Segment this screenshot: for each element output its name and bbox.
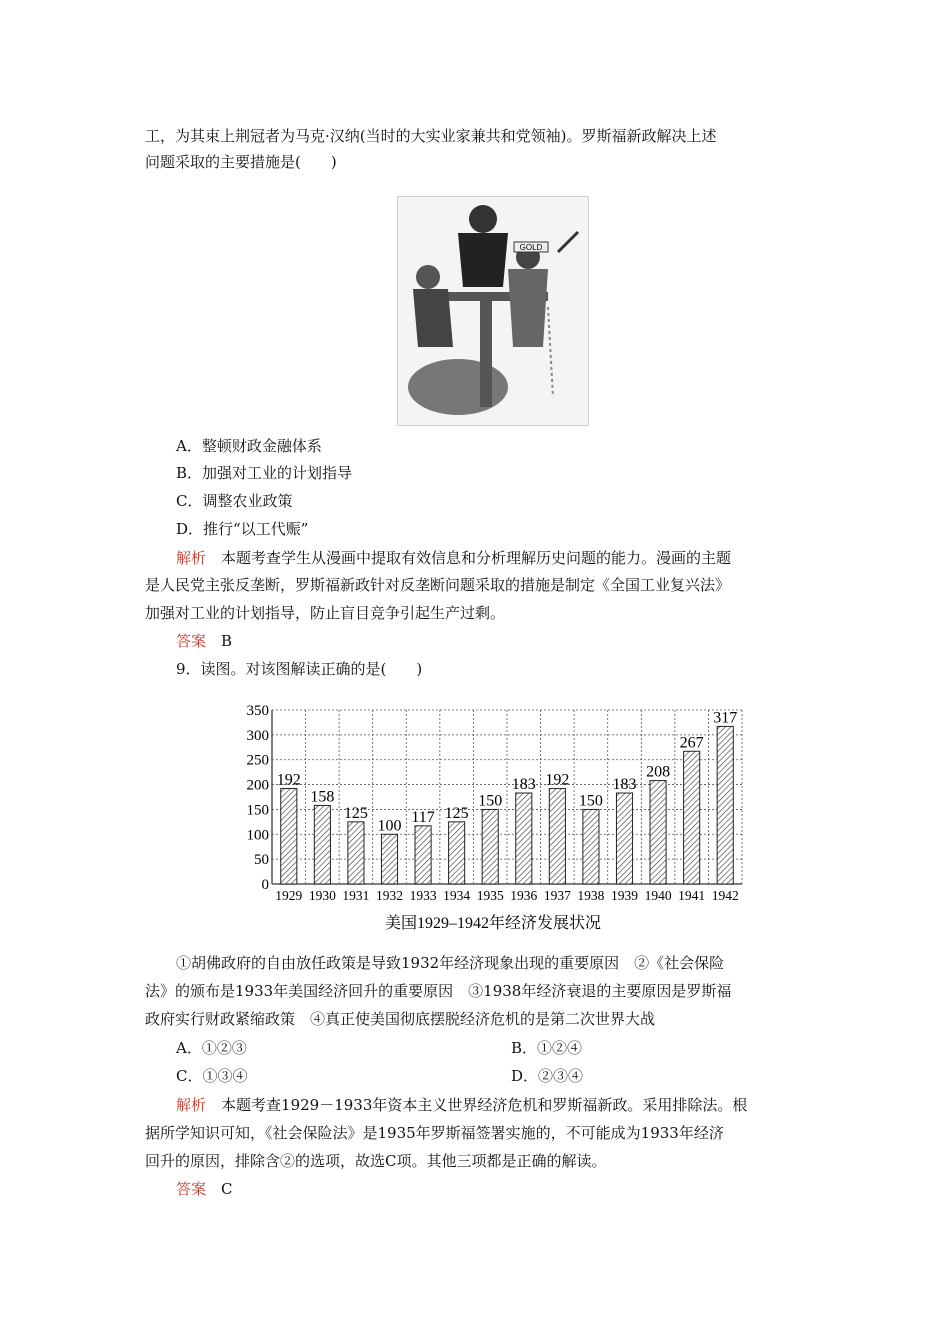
x-tick-label: 1935 (476, 888, 504, 903)
bar-value-label: 100 (377, 817, 402, 835)
x-tick-label: 1941 (678, 888, 706, 903)
q8-option-c: C．调整农业政策 (176, 492, 293, 510)
q9-option-a: A．①②③ (176, 1039, 247, 1057)
q8-stem-line2: 问题采取的主要措施是( ) (145, 153, 337, 171)
y-tick-label: 100 (246, 827, 269, 844)
q8-answer-value: B (221, 632, 233, 650)
q9-analysis-line3: 回升的原因，排除含②的选项，故选C项。其他三项都是正确的解读。 (145, 1152, 607, 1170)
political-cartoon-image (397, 196, 589, 426)
bar-1939 (616, 793, 632, 884)
bar-1936 (516, 793, 532, 884)
q9-answer-value: C (221, 1180, 233, 1198)
bar-1930 (314, 805, 330, 884)
q8-option-b: B．加强对工业的计划指导 (176, 464, 353, 482)
cartoon-gold-label: GOLD (519, 243, 543, 252)
cartoon-sack (408, 359, 508, 415)
bar-value-label: 267 (679, 734, 704, 752)
bar-1938 (583, 809, 599, 884)
q8-option-d: D．推行“以工代赈” (176, 520, 309, 538)
bar-value-label: 192 (545, 771, 570, 789)
bar-1935 (482, 809, 498, 884)
x-tick-label: 1930 (308, 888, 336, 903)
x-tick-label: 1939 (611, 888, 638, 903)
q8-analysis-label: 解析 (176, 549, 207, 567)
q9-option-d: D．②③④ (511, 1067, 584, 1085)
bar-value-label: 183 (612, 776, 637, 794)
bar-1932 (381, 834, 397, 884)
q9-analysis-text1: 本题考查1929－1933年资本主义世界经济危机和罗斯福新政。采用排除法。根 (221, 1096, 748, 1114)
q8-analysis-line1 (176, 547, 731, 569)
q9-statement-line3: 政府实行财政紧缩政策 ④真正使美国彻底摆脱经济危机的是第二次世界大战 (145, 1010, 656, 1028)
x-tick-label: 1942 (711, 888, 739, 903)
y-tick-label: 250 (246, 752, 269, 769)
x-tick-label: 1938 (577, 888, 605, 903)
q9-answer (176, 1178, 233, 1200)
y-tick-label: 150 (246, 802, 269, 819)
q8-analysis-text1: 本题考查学生从漫画中提取有效信息和分析理解历史问题的能力。漫画的主题 (221, 549, 732, 567)
q9-statement-line1: ①胡佛政府的自由放任政策是导致1932年经济现象出现的重要原因 ②《社会保险 (176, 954, 725, 972)
bar-1940 (650, 781, 666, 884)
x-tick-label: 1936 (510, 888, 538, 903)
y-tick-label: 200 (246, 777, 269, 794)
q9-analysis-line2: 据所学知识可知，《社会保险法》是1935年罗斯福签署实施的，不可能成为1933年经济 (145, 1124, 724, 1142)
bar-1941 (684, 751, 700, 884)
bar-value-label: 150 (478, 792, 503, 810)
q9-option-c: C．①③④ (176, 1067, 248, 1085)
bar-value-label: 125 (444, 804, 469, 822)
q9-analysis-label: 解析 (176, 1096, 207, 1114)
bar-value-label: 192 (276, 771, 301, 789)
y-tick-label: 350 (246, 703, 269, 719)
x-tick-label: 1934 (443, 888, 471, 903)
bar-1933 (415, 826, 431, 884)
q9-statement-line2: 法》的颁布是1933年美国经济回升的重要原因 ③1938年经济衰退的主要原因是罗斯福 (145, 982, 732, 1000)
x-tick-label: 1932 (376, 888, 403, 903)
chart-title: 美国1929–1942年经济发展状况 (384, 915, 602, 932)
cartoon-drawing (398, 197, 588, 425)
x-tick-label: 1937 (543, 888, 571, 903)
x-tick-label: 1933 (409, 888, 437, 903)
bar-value-label: 208 (646, 763, 671, 781)
q8-answer (176, 630, 232, 652)
bar-value-label: 317 (713, 709, 738, 727)
cartoon-cross (480, 297, 492, 407)
q8-option-a: A．整顿财政金融体系 (176, 437, 322, 455)
bar-value-label: 183 (511, 776, 536, 794)
bar-1934 (449, 822, 465, 884)
y-tick-label: 50 (254, 852, 269, 869)
bar-value-label: 158 (310, 788, 335, 806)
bar-1931 (348, 822, 364, 884)
bar-value-label: 150 (578, 792, 603, 810)
x-tick-label: 1940 (644, 888, 672, 903)
y-tick-label: 0 (261, 877, 269, 893)
q8-analysis-line3: 加强对工业的计划指导，防止盲目竞争引起生产过剩。 (145, 604, 506, 622)
x-tick-label: 1931 (342, 888, 370, 903)
bar-value-label: 117 (411, 808, 435, 826)
bar-chart-svg (232, 688, 754, 938)
bar-1942 (717, 726, 733, 884)
q9-analysis-line1 (176, 1094, 747, 1116)
q8-stem-line1: 工，为其束上荆冠者为马克·汉纳(当时的大实业家兼共和党领袖)。罗斯福新政解决上述 (145, 127, 717, 145)
q9-answer-label: 答案 (176, 1180, 207, 1198)
q9-stem: 9．读图。对该图解读正确的是( ) (176, 660, 423, 678)
x-tick-label: 1929 (275, 888, 303, 903)
q9-option-b: B．①②④ (511, 1039, 583, 1057)
bar-value-label: 125 (343, 804, 368, 822)
q8-analysis-line2: 是人民党主张反垄断，罗斯福新政针对反垄断问题采取的措施是制定《全国工业复兴法》 (145, 576, 731, 594)
bar-1937 (549, 789, 565, 884)
bar-1929 (281, 789, 297, 884)
y-tick-label: 300 (246, 727, 269, 744)
economy-bar-chart (232, 688, 754, 938)
q8-answer-label: 答案 (176, 632, 207, 650)
